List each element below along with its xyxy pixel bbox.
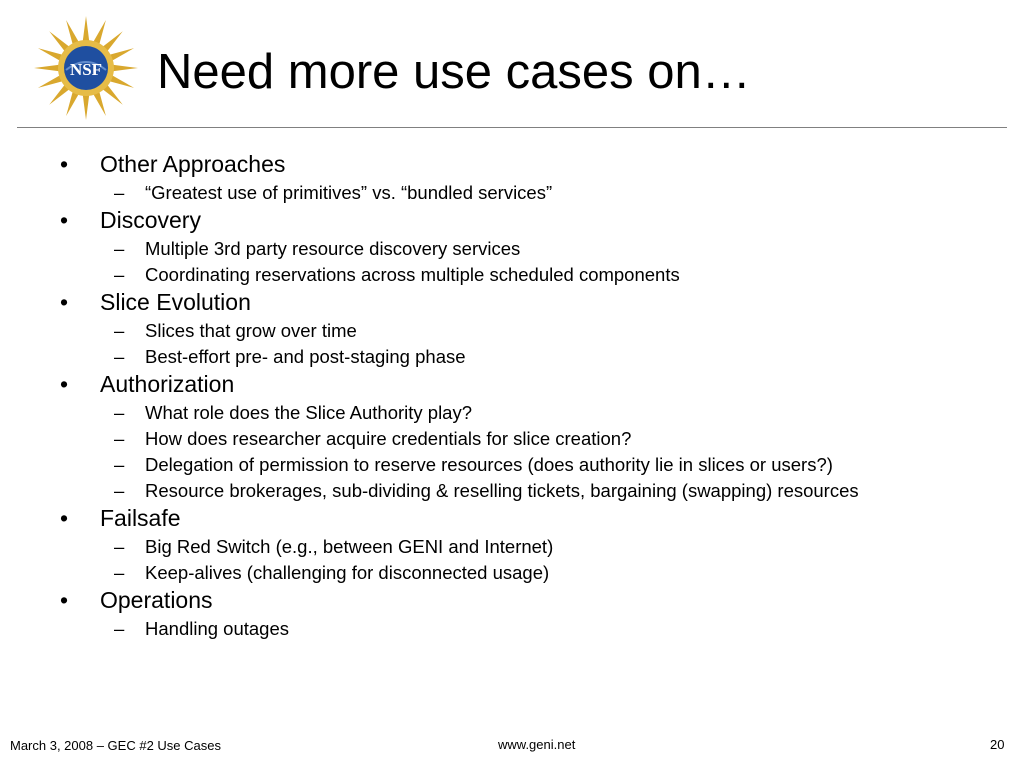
- page-number: 20: [990, 737, 1005, 752]
- sub-bullet-item: [55, 239, 975, 259]
- title-divider: [17, 127, 1007, 128]
- logo-ray: [112, 65, 138, 72]
- sub-bullet-label: Coordinating reservations across multiple scheduled components: [145, 264, 680, 285]
- bullet-mark: •: [60, 151, 69, 177]
- sub-bullet-item: [55, 265, 975, 285]
- bullet-label: Operations: [100, 587, 213, 613]
- sub-bullet-mark: –: [114, 480, 125, 501]
- slide-title: Need more use cases on…: [157, 45, 751, 99]
- sub-bullet-label: Big Red Switch (e.g., between GENI and Internet): [145, 536, 554, 557]
- sub-bullet-label: Delegation of permission to reserve resources (does authority lie in slices or users?): [145, 454, 833, 475]
- sub-bullet-item: [55, 429, 975, 449]
- bullet-list: [55, 147, 975, 639]
- bullet-item: [55, 505, 975, 531]
- bullet-item: [55, 587, 975, 613]
- bullet-mark: •: [60, 207, 69, 233]
- sub-bullet-label: Slices that grow over time: [145, 320, 357, 341]
- sub-bullet-item: [55, 537, 975, 557]
- bullet-item: [55, 371, 975, 397]
- bullet-item: [55, 151, 975, 177]
- nsf-logo-text: NSF: [69, 60, 103, 79]
- nsf-logo-icon: [32, 14, 140, 122]
- sub-bullet-item: [55, 455, 975, 475]
- bullet-mark: •: [60, 505, 69, 531]
- logo-ray: [83, 16, 90, 42]
- sub-bullet-item: [55, 183, 975, 203]
- sub-bullet-mark: –: [114, 182, 125, 203]
- sub-bullet-mark: –: [114, 454, 125, 475]
- sub-bullet-label: Keep-alives (challenging for disconnected usage): [145, 562, 550, 583]
- sub-bullet-mark: –: [114, 562, 125, 583]
- nsf-logo-graphic: [32, 14, 140, 122]
- bullet-mark: •: [60, 587, 69, 613]
- bullet-label: Discovery: [100, 207, 201, 233]
- sub-bullet-mark: –: [114, 238, 125, 259]
- bullet-label: Slice Evolution: [100, 289, 251, 315]
- sub-bullet-label: How does researcher acquire credentials for slice creation?: [145, 428, 632, 449]
- sub-bullet-label: “Greatest use of primitives” vs. “bundled services”: [145, 182, 553, 203]
- sub-bullet-item: [55, 403, 975, 423]
- bullet-label: Failsafe: [100, 505, 181, 531]
- logo-ray: [34, 65, 60, 72]
- sub-bullet-mark: –: [114, 264, 125, 285]
- sub-bullet-label: Handling outages: [145, 618, 289, 639]
- bullet-mark: •: [60, 371, 69, 397]
- sub-bullet-item: [55, 347, 975, 367]
- sub-bullet-mark: –: [114, 536, 125, 557]
- sub-bullet-item: [55, 619, 975, 639]
- sub-bullet-item: [55, 481, 975, 501]
- sub-bullet-mark: –: [114, 346, 125, 367]
- bullet-item: [55, 289, 975, 315]
- sub-bullet-label: Best-effort pre- and post-staging phase: [145, 346, 466, 367]
- sub-bullet-mark: –: [114, 320, 125, 341]
- bullet-label: Authorization: [100, 371, 235, 397]
- sub-bullet-mark: –: [114, 402, 125, 423]
- footer-event: March 3, 2008 – GEC #2 Use Cases: [10, 738, 221, 753]
- logo-ray: [83, 94, 90, 120]
- sub-bullet-label: What role does the Slice Authority play?: [145, 402, 473, 423]
- footer-url: www.geni.net: [498, 737, 576, 752]
- sub-bullet-item: [55, 321, 975, 341]
- sub-bullet-mark: –: [114, 428, 125, 449]
- bullet-label: Other Approaches: [100, 151, 286, 177]
- bullet-mark: •: [60, 289, 69, 315]
- sub-bullet-label: Resource brokerages, sub-dividing & reselling tickets, bargaining (swapping) resources: [145, 480, 859, 501]
- bullet-item: [55, 207, 975, 233]
- sub-bullet-mark: –: [114, 618, 125, 639]
- sub-bullet-item: [55, 563, 975, 583]
- sub-bullet-label: Multiple 3rd party resource discovery services: [145, 238, 521, 259]
